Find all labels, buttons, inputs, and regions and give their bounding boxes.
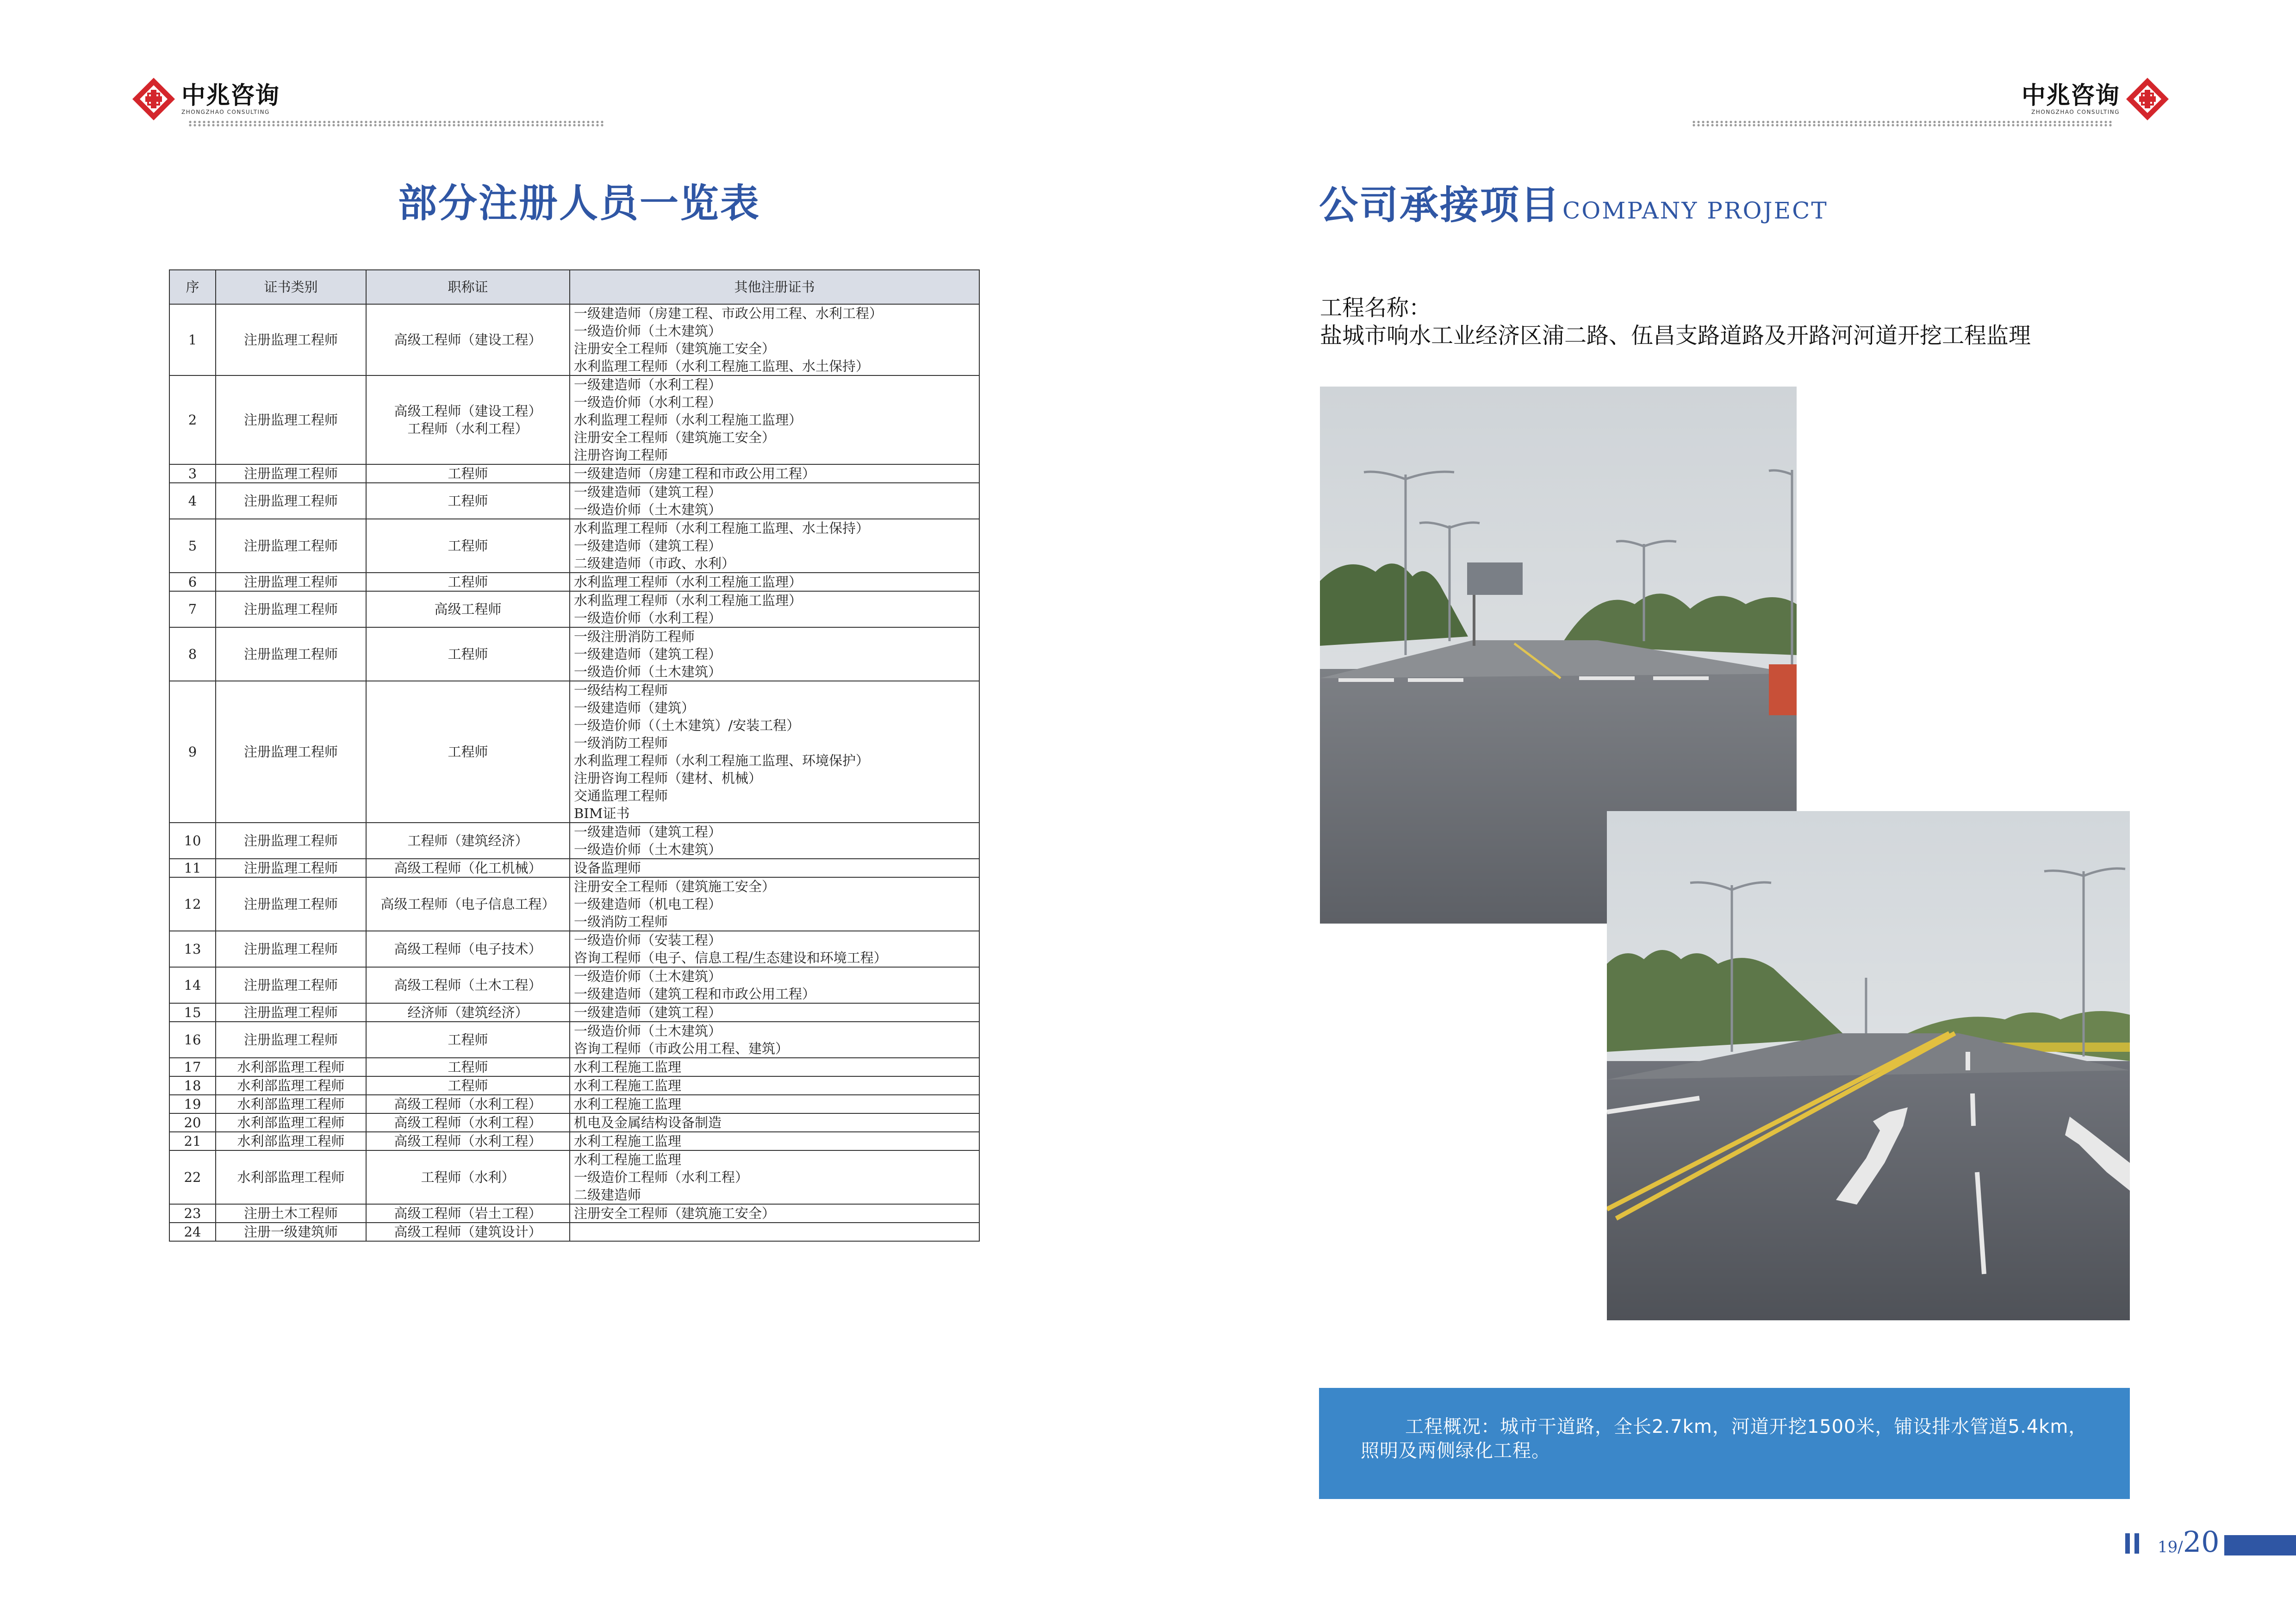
- table-row: [169, 1132, 979, 1150]
- table-row: [169, 483, 979, 519]
- table-row: [169, 1058, 979, 1076]
- page-title-projects: [1319, 174, 1828, 230]
- table-header-row: [169, 270, 979, 304]
- table-row: [169, 1150, 979, 1204]
- table-row: [169, 1003, 979, 1022]
- cell-other-certificates: 一级造价师（土木建筑） 咨询工程师（市政公用工程、建筑）: [570, 1022, 979, 1058]
- page-total: 20: [2183, 1525, 2220, 1559]
- cell-title: 高级工程师（化工机械）: [366, 859, 570, 877]
- cell-category: 注册监理工程师: [216, 931, 366, 967]
- cell-no: 11: [169, 859, 216, 877]
- cell-no: 9: [169, 681, 216, 823]
- cell-no: 19: [169, 1095, 216, 1113]
- page-title-roster: 部分注册人员一览表: [398, 180, 761, 226]
- cell-no: 3: [169, 464, 216, 483]
- cell-category: 注册监理工程师: [216, 877, 366, 931]
- cell-title: 高级工程师（建设工程） 工程师（水利工程）: [366, 375, 570, 464]
- cell-no: 7: [169, 591, 216, 627]
- cell-other-certificates: 一级建造师（房建工程和市政公用工程）: [570, 464, 979, 483]
- cell-category: 水利部监理工程师: [216, 1076, 366, 1095]
- table-row: [169, 375, 979, 464]
- table-row: [169, 823, 979, 859]
- cell-no: 5: [169, 519, 216, 573]
- table-row: [169, 877, 979, 931]
- logo-text-cn: 中兆咨询: [181, 82, 280, 110]
- left-header-divider: [188, 120, 604, 127]
- cell-category: 注册监理工程师: [216, 483, 366, 519]
- cell-other-certificates: 一级建造师（建筑工程）: [570, 1003, 979, 1022]
- cell-category: 注册监理工程师: [216, 519, 366, 573]
- cell-title: 经济师（建筑经济）: [366, 1003, 570, 1022]
- table-row: [169, 591, 979, 627]
- logo-text-en: ZHONGZHAO CONSULTING: [2031, 109, 2120, 115]
- cell-category: 注册监理工程师: [216, 681, 366, 823]
- table-row: [169, 627, 979, 681]
- cell-other-certificates: 水利工程施工监理: [570, 1132, 979, 1150]
- cell-no: 15: [169, 1003, 216, 1022]
- cell-other-certificates: 一级建造师（建筑工程） 一级造价师（土木建筑）: [570, 483, 979, 519]
- company-logo-icon: [2124, 76, 2171, 122]
- cell-other-certificates: 水利监理工程师（水利工程施工监理）: [570, 573, 979, 591]
- cell-no: 6: [169, 573, 216, 591]
- cell-title: 高级工程师（水利工程）: [366, 1095, 570, 1113]
- cell-no: 2: [169, 375, 216, 464]
- cell-title: 工程师: [366, 1022, 570, 1058]
- cell-category: 水利部监理工程师: [216, 1113, 366, 1132]
- cell-title: 高级工程师（建设工程）: [366, 304, 570, 375]
- cell-other-certificates: 水利工程施工监理 一级造价工程师（水利工程） 二级建造师: [570, 1150, 979, 1204]
- table-row: [169, 967, 979, 1003]
- cell-category: 注册监理工程师: [216, 1003, 366, 1022]
- page-current: 19: [2158, 1538, 2178, 1556]
- table-row: [169, 519, 979, 573]
- table-row: [169, 464, 979, 483]
- cell-title: 高级工程师（电子信息工程）: [366, 877, 570, 931]
- cell-other-certificates: 注册安全工程师（建筑施工安全）: [570, 1204, 979, 1223]
- cell-title: 工程师: [366, 464, 570, 483]
- registered-staff-table: [169, 269, 980, 1242]
- cell-title: 高级工程师（土木工程）: [366, 967, 570, 1003]
- cell-title: 工程师: [366, 483, 570, 519]
- cell-no: 10: [169, 823, 216, 859]
- cell-other-certificates: 一级建造师（建筑工程） 一级造价师（土木建筑）: [570, 823, 979, 859]
- project-overview-panel: 工程概况：城市干道路，全长2.7km，河道开挖1500米，铺设排水管道5.4km，照明及两侧绿化工程。: [1319, 1388, 2130, 1499]
- cell-category: 注册监理工程师: [216, 1022, 366, 1058]
- cell-category: 注册监理工程师: [216, 627, 366, 681]
- cell-other-certificates: 设备监理师: [570, 859, 979, 877]
- cell-other-certificates: 注册安全工程师（建筑施工安全） 一级建造师（机电工程） 一级消防工程师: [570, 877, 979, 931]
- logo-text-cn: 中兆咨询: [2022, 82, 2120, 110]
- table-row: [169, 1204, 979, 1223]
- cell-category: 水利部监理工程师: [216, 1132, 366, 1150]
- cell-no: 21: [169, 1132, 216, 1150]
- cell-title: 工程师: [366, 519, 570, 573]
- cell-no: 12: [169, 877, 216, 931]
- cell-category: 注册监理工程师: [216, 573, 366, 591]
- cell-category: 注册一级建筑师: [216, 1223, 366, 1241]
- cell-other-certificates: 一级建造师（房建工程、市政公用工程、水利工程） 一级造价师（土木建筑） 注册安全工程师（建筑施工安全） 水利监理工程师（水利工程施工监理、水土保持）: [570, 304, 979, 375]
- right-logo: [2022, 76, 2171, 122]
- cell-other-certificates: 水利监理工程师（水利工程施工监理、水土保持） 一级建造师（建筑工程） 二级建造师（市政、水利）: [570, 519, 979, 573]
- cell-other-certificates: 机电及金属结构设备制造: [570, 1113, 979, 1132]
- cell-title: 工程师: [366, 681, 570, 823]
- cell-title: 高级工程师（建筑设计）: [366, 1223, 570, 1241]
- cell-category: 注册监理工程师: [216, 859, 366, 877]
- cell-no: 14: [169, 967, 216, 1003]
- cell-category: 水利部监理工程师: [216, 1095, 366, 1113]
- cell-title: 高级工程师: [366, 591, 570, 627]
- cell-category: 注册监理工程师: [216, 304, 366, 375]
- cell-title: 工程师: [366, 573, 570, 591]
- cell-no: 22: [169, 1150, 216, 1204]
- cell-category: 水利部监理工程师: [216, 1058, 366, 1076]
- cell-title: 工程师: [366, 627, 570, 681]
- cell-no: 16: [169, 1022, 216, 1058]
- column-header-category: 证书类别: [216, 270, 366, 304]
- cell-other-certificates: 一级结构工程师 一级建造师（建筑） 一级造价师（（土木建筑）/安装工程） 一级消防工程师 水利监理工程师（水利工程施工监理、环境保护） 注册咨询工程师（建材、机械） 交通监理工程师 BIM证书: [570, 681, 979, 823]
- cell-category: 水利部监理工程师: [216, 1150, 366, 1204]
- left-logo: [131, 76, 280, 122]
- cell-title: 高级工程师（岩土工程）: [366, 1204, 570, 1223]
- table-row: [169, 1223, 979, 1241]
- cell-title: 工程师（水利）: [366, 1150, 570, 1204]
- cell-other-certificates: 水利监理工程师（水利工程施工监理） 一级造价师（水利工程）: [570, 591, 979, 627]
- cell-title: 高级工程师（电子技术）: [366, 931, 570, 967]
- cell-no: 8: [169, 627, 216, 681]
- table-row: [169, 859, 979, 877]
- table-row: [169, 1022, 979, 1058]
- cell-other-certificates: 水利工程施工监理: [570, 1095, 979, 1113]
- cell-other-certificates: 水利工程施工监理: [570, 1076, 979, 1095]
- page-number-bars: [2125, 1533, 2139, 1554]
- cell-category: 注册监理工程师: [216, 823, 366, 859]
- cell-title: 工程师（建筑经济）: [366, 823, 570, 859]
- cell-other-certificates: 一级注册消防工程师 一级建造师（建筑工程） 一级造价师（土木建筑）: [570, 627, 979, 681]
- cell-no: 18: [169, 1076, 216, 1095]
- table-row: [169, 931, 979, 967]
- cell-no: 20: [169, 1113, 216, 1132]
- page-number: [2125, 1525, 2220, 1559]
- column-header-title: 职称证: [366, 270, 570, 304]
- cell-category: 注册监理工程师: [216, 375, 366, 464]
- cell-title: 工程师: [366, 1076, 570, 1095]
- project-name: 盐城市响水工业经济区浦二路、伍昌支路道路及开路河河道开挖工程监理: [1320, 323, 2031, 349]
- cell-other-certificates: 一级建造师（水利工程） 一级造价师（水利工程） 水利监理工程师（水利工程施工监理） 注册安全工程师（建筑施工安全） 注册咨询工程师: [570, 375, 979, 464]
- cell-category: 注册监理工程师: [216, 591, 366, 627]
- cell-no: 24: [169, 1223, 216, 1241]
- column-header-other: 其他注册证书: [570, 270, 979, 304]
- cell-no: 23: [169, 1204, 216, 1223]
- cell-title: 工程师: [366, 1058, 570, 1076]
- road-photo-arrows: [1607, 811, 2130, 1320]
- title-en: COMPANY PROJECT: [1562, 197, 1828, 224]
- cell-title: 高级工程师（水利工程）: [366, 1113, 570, 1132]
- table-row: [169, 681, 979, 823]
- table-row: [169, 573, 979, 591]
- cell-other-certificates: 水利工程施工监理: [570, 1058, 979, 1076]
- cell-category: 注册土木工程师: [216, 1204, 366, 1223]
- column-header-no: 序: [169, 270, 216, 304]
- page-separator: /: [2178, 1538, 2183, 1556]
- table-row: [169, 1113, 979, 1132]
- cell-other-certificates: 一级造价师（土木建筑） 一级建造师（建筑工程和市政公用工程）: [570, 967, 979, 1003]
- cell-category: 注册监理工程师: [216, 967, 366, 1003]
- title-cn: 公司承接项目: [1319, 182, 1561, 228]
- cell-title: 高级工程师（水利工程）: [366, 1132, 570, 1150]
- cell-no: 17: [169, 1058, 216, 1076]
- cell-category: 注册监理工程师: [216, 464, 366, 483]
- company-logo-icon: [131, 76, 177, 122]
- cell-no: 4: [169, 483, 216, 519]
- project-name-label: 工程名称：: [1320, 295, 1431, 321]
- table-row: [169, 1076, 979, 1095]
- logo-text-en: ZHONGZHAO CONSULTING: [181, 109, 270, 115]
- cell-other-certificates: 一级造价师（安装工程） 咨询工程师（电子、信息工程/生态建设和环境工程）: [570, 931, 979, 967]
- table-row: [169, 1095, 979, 1113]
- page-tab-bar: [2224, 1535, 2296, 1555]
- cell-no: 1: [169, 304, 216, 375]
- table-row: [169, 304, 979, 375]
- cell-no: 13: [169, 931, 216, 967]
- cell-other-certificates: [570, 1223, 979, 1241]
